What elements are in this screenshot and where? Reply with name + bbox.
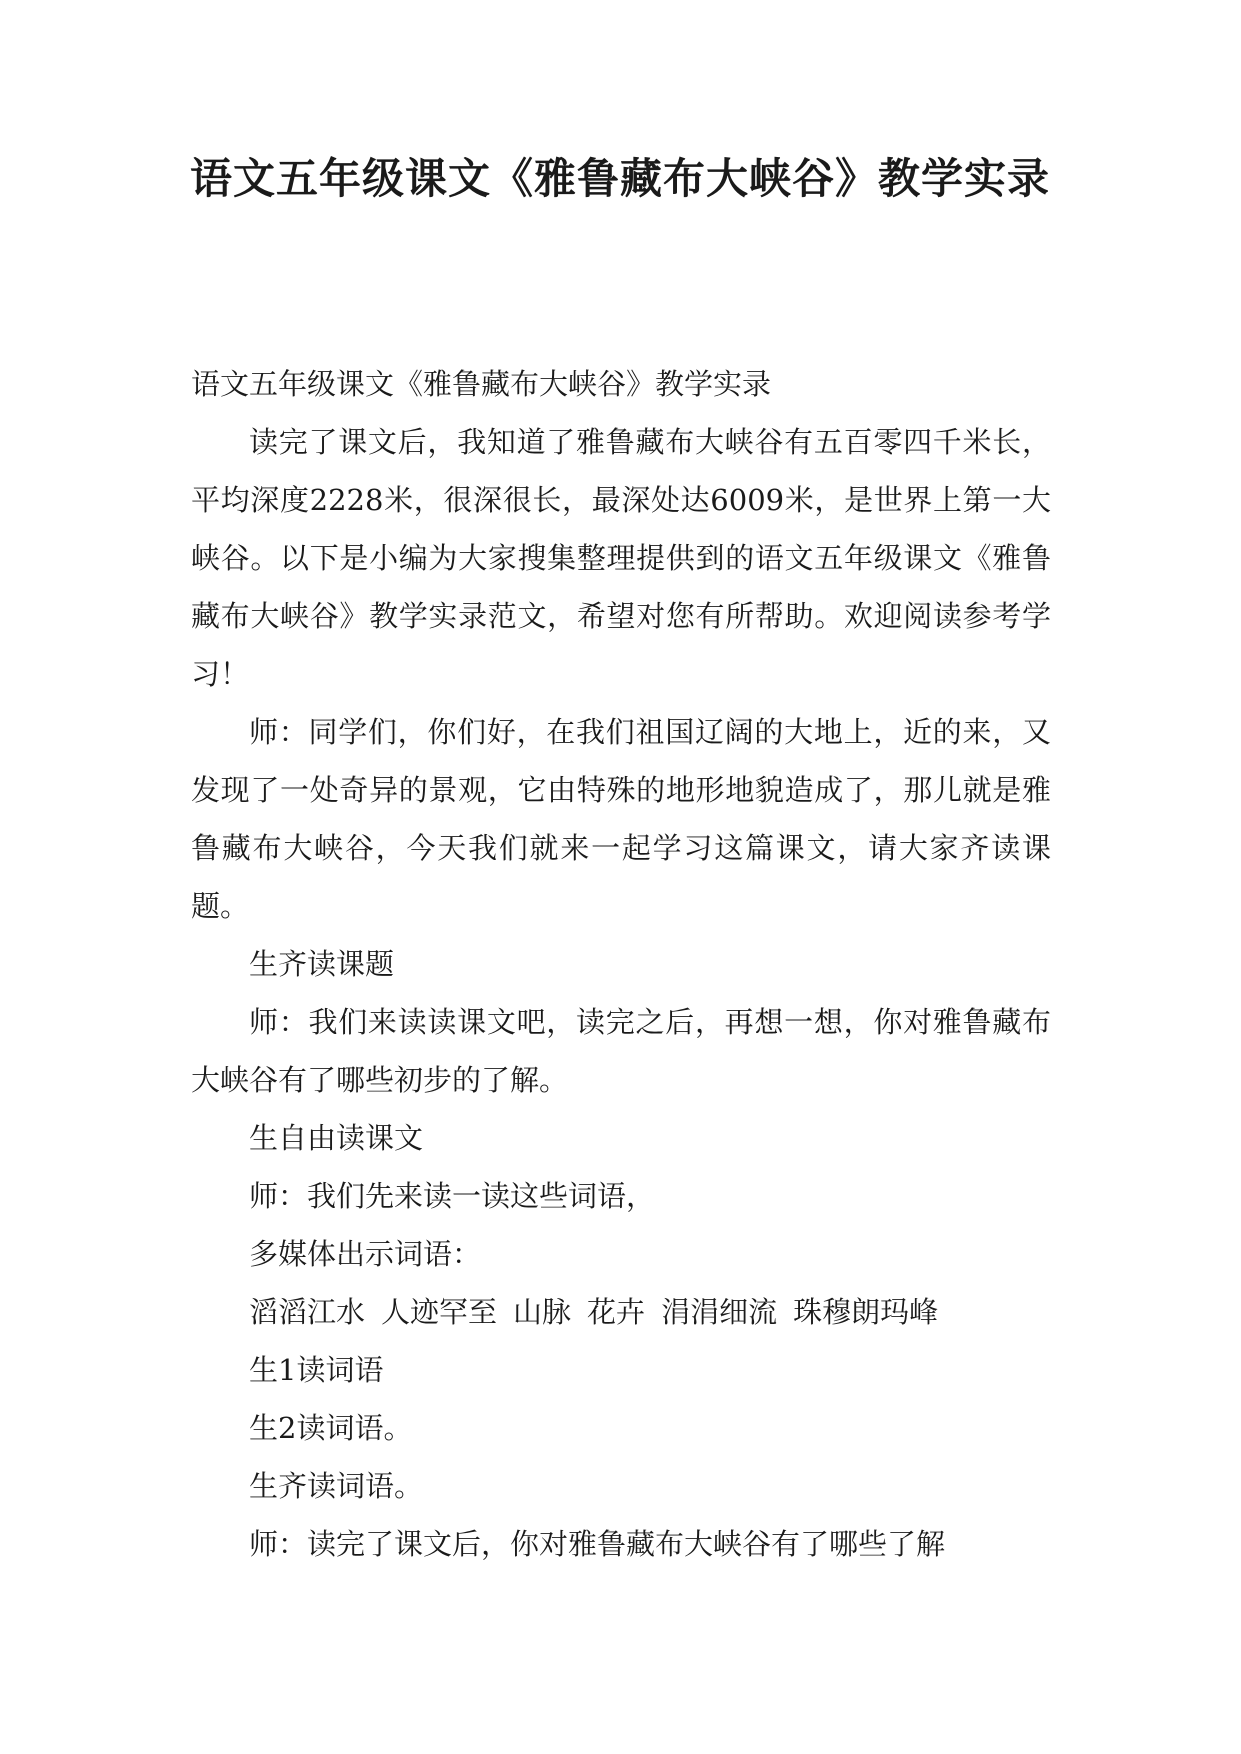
students-read-words-paragraph: 生齐读词语。 — [249, 1469, 424, 1503]
teacher-opening-paragraph: 师：同学们，你们好，在我们祖国辽阔的大地上，近的来，又发现了一处奇异的景观，它由特殊的地形地貌造成了，那儿就是雅鲁藏布大峡谷，今天我们就来一起学习这篇课文，请大家齐读课题。 — [191, 715, 1051, 923]
student2-read-paragraph: 生2读词语。 — [249, 1411, 413, 1445]
student1-read-paragraph: 生1读词语 — [249, 1353, 384, 1387]
teacher-words-paragraph: 师：我们先来读一读这些词语， — [249, 1179, 656, 1213]
vocab-word: 珠穆朗玛峰 — [793, 1295, 939, 1329]
multimedia-words-paragraph: 多媒体出示词语： — [249, 1237, 482, 1271]
teacher-read-text-paragraph: 师：我们来读读课文吧，读完之后，再想一想，你对雅鲁藏布大峡谷有了哪些初步的了解。 — [191, 1005, 1051, 1097]
vocab-list — [191, 1283, 1051, 1341]
document-title: 语文五年级课文《雅鲁藏布大峡谷》教学实录 — [189, 154, 1050, 203]
subtitle-paragraph: 语文五年级课文《雅鲁藏布大峡谷》教学实录 — [191, 367, 772, 401]
vocab-word: 山脉 — [513, 1295, 572, 1329]
students-read-title-paragraph: 生齐读课题 — [249, 947, 395, 981]
teacher-question-paragraph: 师：读完了课文后，你对雅鲁藏布大峡谷有了哪些了解 — [249, 1527, 946, 1561]
intro-paragraph: 读完了课文后，我知道了雅鲁藏布大峡谷有五百零四千米长，平均深度2228米，很深很长，最深处达6009米，是世界上第一大峡谷。以下是小编为大家搜集整理提供到的语文五年级课文《雅鲁藏布大峡谷》教学实录范文，希望对您有所帮助。欢迎阅读参考学习！ — [191, 425, 1051, 691]
vocab-word: 花卉 — [587, 1295, 646, 1329]
students-free-read-paragraph: 生自由读课文 — [249, 1121, 424, 1155]
vocab-word: 滔滔江水 — [249, 1295, 366, 1329]
vocab-word: 涓涓细流 — [661, 1295, 778, 1329]
vocab-word: 人迹罕至 — [381, 1295, 498, 1329]
document-body — [191, 355, 1051, 1573]
